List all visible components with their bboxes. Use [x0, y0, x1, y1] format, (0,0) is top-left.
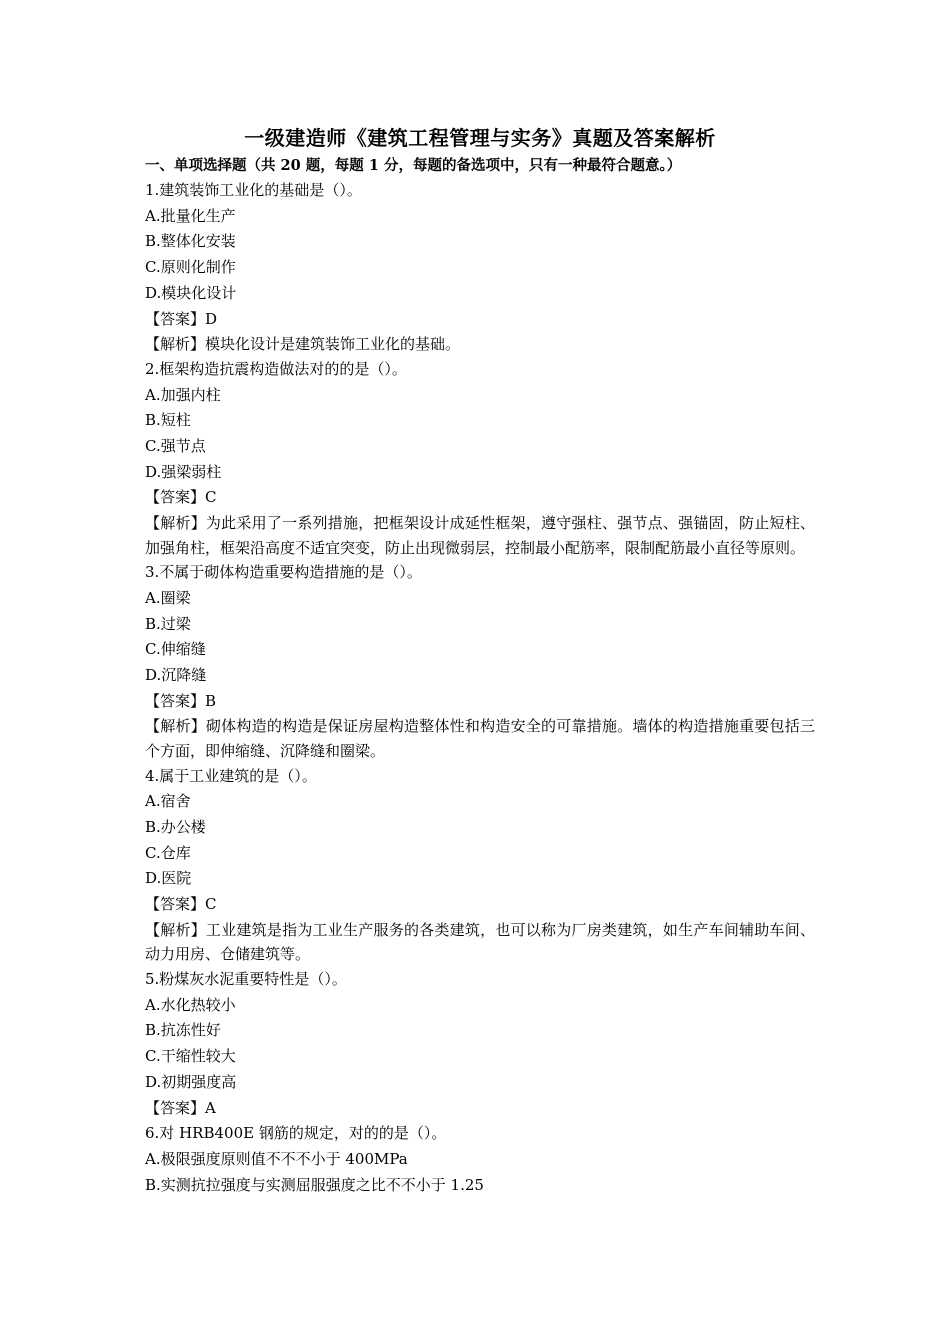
document-title: 一级建造师《建筑工程管理与实务》真题及答案解析 [244, 126, 716, 150]
option-b: B.整体化安装 [145, 232, 236, 251]
option-b: B.短柱 [145, 411, 191, 430]
option-b: B.过梁 [145, 614, 191, 633]
answer: 【答案】A [145, 1098, 216, 1117]
analysis: 【解析】砌体构造的构造是保证房屋构造整体性和构造安全的可靠措施。墙体的构造措施重要包括三个方面，即伸缩缝、沉降缝和圈梁。 [145, 717, 815, 761]
option-c: C.原则化制作 [145, 258, 236, 277]
option-a: A.水化热较小 [145, 995, 236, 1014]
question-stem: 1.建筑装饰工业化的基础是（）。 [145, 181, 362, 199]
answer: 【答案】D [145, 309, 218, 328]
option-b: B.实测抗拉强度与实测屈服强度之比不不小于 1.25 [145, 1175, 484, 1194]
section-heading: 一、单项选择题（共 20 题，每题 1 分，每题的备选项中，只有一种最符合题意。） [145, 157, 682, 174]
question-block [145, 357, 815, 560]
option-d: D.初期强度高 [145, 1072, 237, 1091]
answer: 【答案】C [145, 895, 217, 914]
question-stem: 2.框架构造抗震构造做法对的的是（）。 [145, 359, 407, 378]
question-stem: 6.对 HRB400E 钢筋的规定，对的的是（）。 [145, 1124, 447, 1143]
document-body [145, 124, 815, 1198]
option-c: C.强节点 [145, 436, 206, 455]
analysis: 【解析】模块化设计是建筑装饰工业化的基础。 [145, 335, 461, 354]
option-a: A.极限强度原则值不不不小于 400MPa [145, 1149, 408, 1168]
option-c: C.仓库 [145, 843, 191, 862]
option-d: D.医院 [145, 869, 192, 888]
question-stem: 3.不属于砌体构造重要构造措施的是（）。 [145, 563, 422, 582]
answer: 【答案】B [145, 691, 217, 710]
option-a: A.圈梁 [145, 588, 191, 607]
answer: 【答案】C [145, 488, 217, 507]
option-c: C.干缩性较大 [145, 1047, 236, 1066]
question-block [145, 178, 815, 357]
question-block [145, 764, 815, 967]
option-a: A.批量化生产 [145, 206, 236, 225]
option-d: D.强梁弱柱 [145, 462, 222, 481]
question-block [145, 560, 815, 763]
option-b: B.办公楼 [145, 818, 206, 837]
option-a: A.加强内柱 [145, 385, 221, 404]
option-a: A.宿舍 [145, 792, 191, 811]
option-d: D.模块化设计 [145, 283, 237, 302]
question-stem: 4.属于工业建筑的是（）。 [145, 766, 317, 785]
option-b: B.抗冻性好 [145, 1021, 221, 1040]
option-d: D.沉降缝 [145, 666, 207, 685]
question-stem: 5.粉煤灰水泥重要特性是（）。 [145, 970, 347, 989]
analysis: 【解析】为此采用了一系列措施，把框架设计成延性框架，遵守强柱、强节点、强锚固，防止短柱、加强角柱，框架沿高度不适宜突变，防止出现微弱层，控制最小配筋率，限制配筋最小直径等原则。 [145, 514, 815, 557]
option-c: C.伸缩缝 [145, 640, 206, 659]
question-block [145, 967, 815, 1121]
analysis: 【解析】工业建筑是指为工业生产服务的各类建筑，也可以称为厂房类建筑，如生产车间辅助车间、动力用房、仓储建筑等。 [145, 920, 815, 964]
question-block [145, 1121, 815, 1198]
